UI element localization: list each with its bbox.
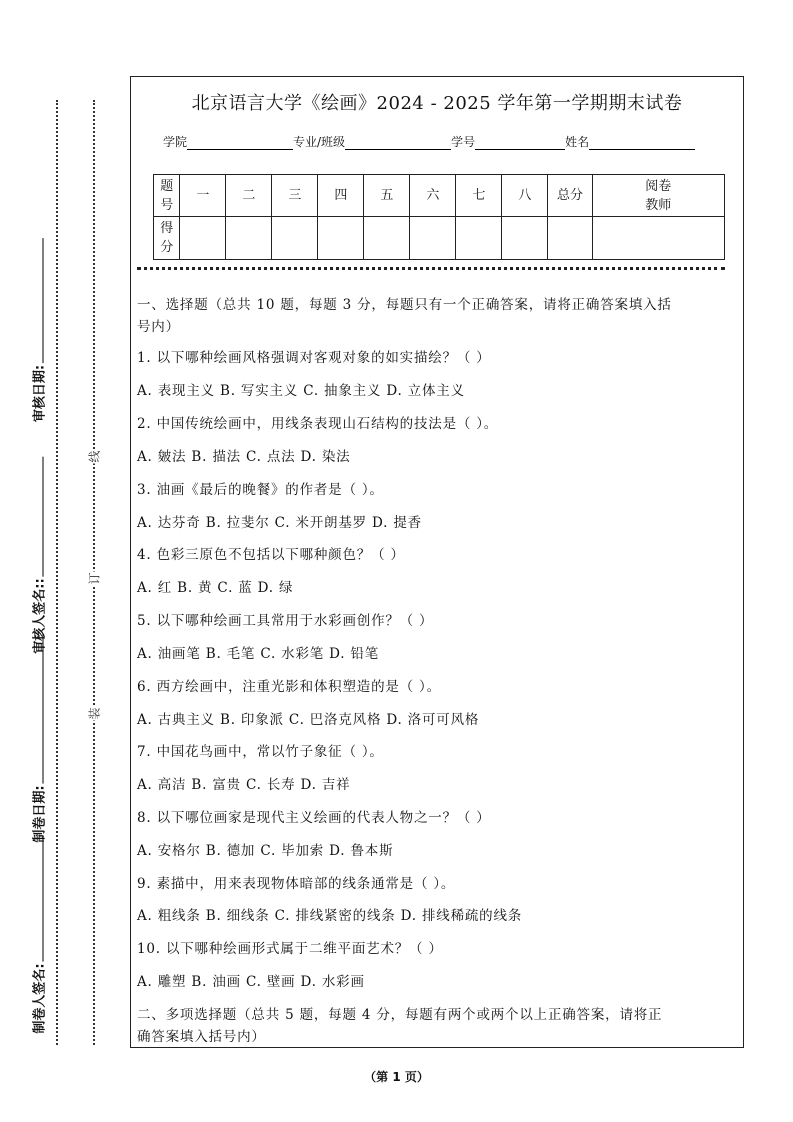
question-text: 9. 素描中，用来表现物体暗部的线条通常是（ ）。 <box>137 876 456 892</box>
question-text: 3. 油画《最后的晚餐》的作者是（ ）。 <box>137 482 384 498</box>
score-cell[interactable] <box>456 217 502 260</box>
score-cell[interactable] <box>180 217 226 260</box>
score-cell[interactable] <box>548 217 592 260</box>
student-info-row <box>163 133 695 150</box>
score-header-cell: 四 <box>318 175 364 217</box>
answer-options: A. 红 B. 黄 C. 蓝 D. 绿 <box>137 580 294 596</box>
major-label: 专业/班级 <box>293 135 346 149</box>
section-divider <box>137 267 725 270</box>
name-field[interactable] <box>589 137 695 150</box>
exam-title: 北京语言大学《绘画》2024 - 2025 学年第一学期期末试卷 <box>191 93 683 114</box>
review-date-label: 审核日期: <box>32 364 48 423</box>
reviewer-sign-label: 审核人签名:: <box>32 578 48 654</box>
score-header-cell: 总分 <box>548 175 592 217</box>
paper-sign-line[interactable] <box>33 836 44 961</box>
score-header-cell: 七 <box>456 175 502 217</box>
college-label: 学院 <box>163 135 188 149</box>
paper-date-label: 制卷日期: <box>32 785 48 843</box>
answer-options: A. 雕塑 B. 油画 C. 壁画 D. 水彩画 <box>137 974 365 990</box>
score-table <box>153 174 725 260</box>
cut-line-char: 装 <box>87 707 102 720</box>
score-cell[interactable] <box>226 217 272 260</box>
cut-line-char: 订 <box>87 572 102 585</box>
score-table-header-row <box>154 175 725 217</box>
paper-date-line[interactable] <box>33 633 44 783</box>
question-text: 4. 色彩三原色不包括以下哪种颜色？（ ） <box>137 547 405 563</box>
question-text: 8. 以下哪位画家是现代主义绘画的代表人物之一？（ ） <box>137 810 491 826</box>
score-cell[interactable] <box>272 217 318 260</box>
question-text: 7. 中国花鸟画中，常以竹子象征（ ）。 <box>137 744 384 760</box>
score-cell[interactable] <box>410 217 456 260</box>
question-text: 5. 以下哪种绘画工具常用于水彩画创作？（ ） <box>137 613 434 629</box>
reviewer-sign-line[interactable] <box>33 456 44 576</box>
major-field[interactable] <box>345 137 451 150</box>
score-header-cell: 五 <box>364 175 410 217</box>
answer-options: A. 油画笔 B. 毛笔 C. 水彩笔 D. 铅笔 <box>137 646 380 662</box>
cut-line-char: 线 <box>87 450 102 463</box>
section-heading: 一、选择题（总共 10 题，每题 3 分，每题只有一个正确答案，请将正确答案填入括 <box>137 297 672 313</box>
score-header-cell: 一 <box>180 175 226 217</box>
answer-options: A. 古典主义 B. 印象派 C. 巴洛克风格 D. 洛可可风格 <box>137 712 480 728</box>
name-label: 姓名 <box>565 135 590 149</box>
score-cell[interactable] <box>592 217 724 260</box>
exam-frame <box>130 76 744 1048</box>
score-header-cell: 六 <box>410 175 456 217</box>
section-heading: 二、多项选择题（总共 5 题，每题 4 分，每题有两个或两个以上正确答案，请将正 <box>137 1007 663 1023</box>
score-header-cell: 阅卷 教师 <box>592 175 724 217</box>
score-header-cell: 题 号 <box>154 175 180 217</box>
question-text: 6. 西方绘画中，注重光影和体积塑造的是（ ）。 <box>137 679 441 695</box>
score-header-cell: 八 <box>502 175 548 217</box>
section-heading: 号内） <box>137 319 180 335</box>
page-number: （第 1 页） <box>364 1070 429 1084</box>
student-id-label: 学号 <box>451 135 476 149</box>
score-cell[interactable] <box>364 217 410 260</box>
review-date-line[interactable] <box>33 238 44 363</box>
college-field[interactable] <box>187 137 293 150</box>
answer-options: A. 安格尔 B. 德加 C. 毕加索 D. 鲁本斯 <box>137 843 394 859</box>
score-header-cell: 二 <box>226 175 272 217</box>
answer-options: A. 皴法 B. 描法 C. 点法 D. 染法 <box>137 449 351 465</box>
paper-sign-label: 制卷人签名: <box>32 963 48 1034</box>
question-text: 10. 以下哪种绘画形式属于二维平面艺术？（ ） <box>137 941 443 957</box>
binding-dotted-line-left <box>56 100 58 1045</box>
answer-options: A. 表现主义 B. 写实主义 C. 抽象主义 D. 立体主义 <box>137 383 465 399</box>
question-text: 2. 中国传统绘画中，用线条表现山石结构的技法是（ ）。 <box>137 416 499 432</box>
student-id-field[interactable] <box>475 137 565 150</box>
score-row-label: 得 分 <box>154 217 180 260</box>
answer-options: A. 达芬奇 B. 拉斐尔 C. 米开朗基罗 D. 提香 <box>137 515 422 531</box>
question-text: 1. 以下哪种绘画风格强调对客观对象的如实描绘？（ ） <box>137 350 491 366</box>
section-heading: 确答案填入括号内） <box>137 1029 266 1045</box>
score-header-cell: 三 <box>272 175 318 217</box>
score-table-score-row <box>154 217 725 260</box>
score-cell[interactable] <box>502 217 548 260</box>
answer-options: A. 高洁 B. 富贵 C. 长寿 D. 吉祥 <box>137 777 351 793</box>
score-cell[interactable] <box>318 217 364 260</box>
answer-options: A. 粗线条 B. 细线条 C. 排线紧密的线条 D. 排线稀疏的线条 <box>137 908 523 924</box>
